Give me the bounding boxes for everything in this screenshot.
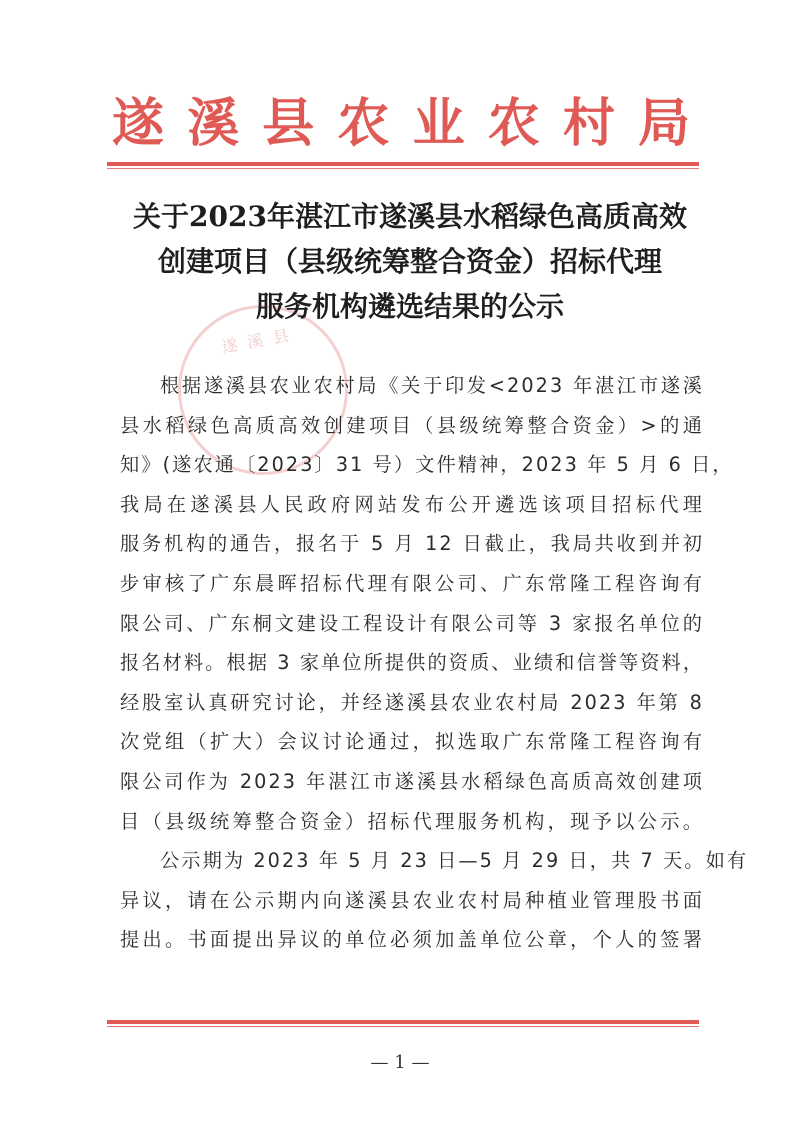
paragraph-line: 县水稻绿色高质高效创建项目（县级统筹整合资金）>的通 (120, 413, 704, 437)
paragraph-line: 提出。书面提出异议的单位必须加盖单位公章，个人的签署 (120, 928, 704, 952)
letterhead-divider-thick (107, 162, 699, 166)
document-body (120, 366, 749, 960)
paragraph-line: 限公司作为 2023 年湛江市遂溪县水稻绿色高质高效创建项 (120, 769, 704, 793)
paragraph-line: 次党组（扩大）会议讨论通过，拟选取广东常隆工程咨询有 (120, 730, 704, 754)
title-line: 服务机构遴选结果的公示 (255, 290, 564, 323)
paragraph-line: 步审核了广东晨晖招标代理有限公司、广东常隆工程咨询有 (120, 571, 704, 595)
paragraph-line: 限公司、广东桐文建设工程设计有限公司等 3 家报名单位的 (120, 611, 704, 635)
footer-divider-thin (107, 1026, 699, 1027)
paragraph-line: 我局在遂溪县人民政府网站发布公开遴选该项目招标代理 (120, 492, 704, 516)
paragraph-line: 服务机构的通告，报名于 5 月 12 日截止，我局共收到并初 (120, 532, 704, 556)
paragraph-line: 知》(遂农通〔2023〕31 号）文件精神，2023 年 5 月 6 日， (120, 453, 734, 477)
paragraph-line: 目（县级统筹整合资金）招标代理服务机构，现予以公示。 (120, 809, 704, 833)
paragraph-line: 经股室认真研究讨论，并经遂溪县农业农村局 2023 年第 8 (120, 690, 704, 714)
paragraph-line: 报名材料。根据 3 家单位所提供的资质、业绩和信誉等资料， (120, 651, 705, 675)
letterhead-divider-thin (107, 168, 699, 169)
title-line: 关于2023年湛江市遂溪县水稻绿色高质高效 (133, 200, 687, 233)
page-number: — 1 — (370, 1052, 430, 1073)
agency-letterhead: 遂溪县农业农村局 (112, 93, 702, 154)
document-title (100, 194, 720, 329)
paragraph-line: 根据遂溪县农业农村局《关于印发<2023 年湛江市遂溪 (160, 374, 704, 397)
footer-divider-thick (107, 1020, 699, 1024)
seal-text: 遂溪县 (220, 324, 301, 357)
paragraph-line: 异议，请在公示期内向遂溪县农业农村局种植业管理股书面 (120, 888, 704, 912)
title-line: 创建项目（县级统筹整合资金）招标代理 (157, 245, 662, 278)
paragraph-line: 公示期为 2023 年 5 月 23 日—5 月 29 日，共 7 天。如有 (160, 849, 749, 873)
